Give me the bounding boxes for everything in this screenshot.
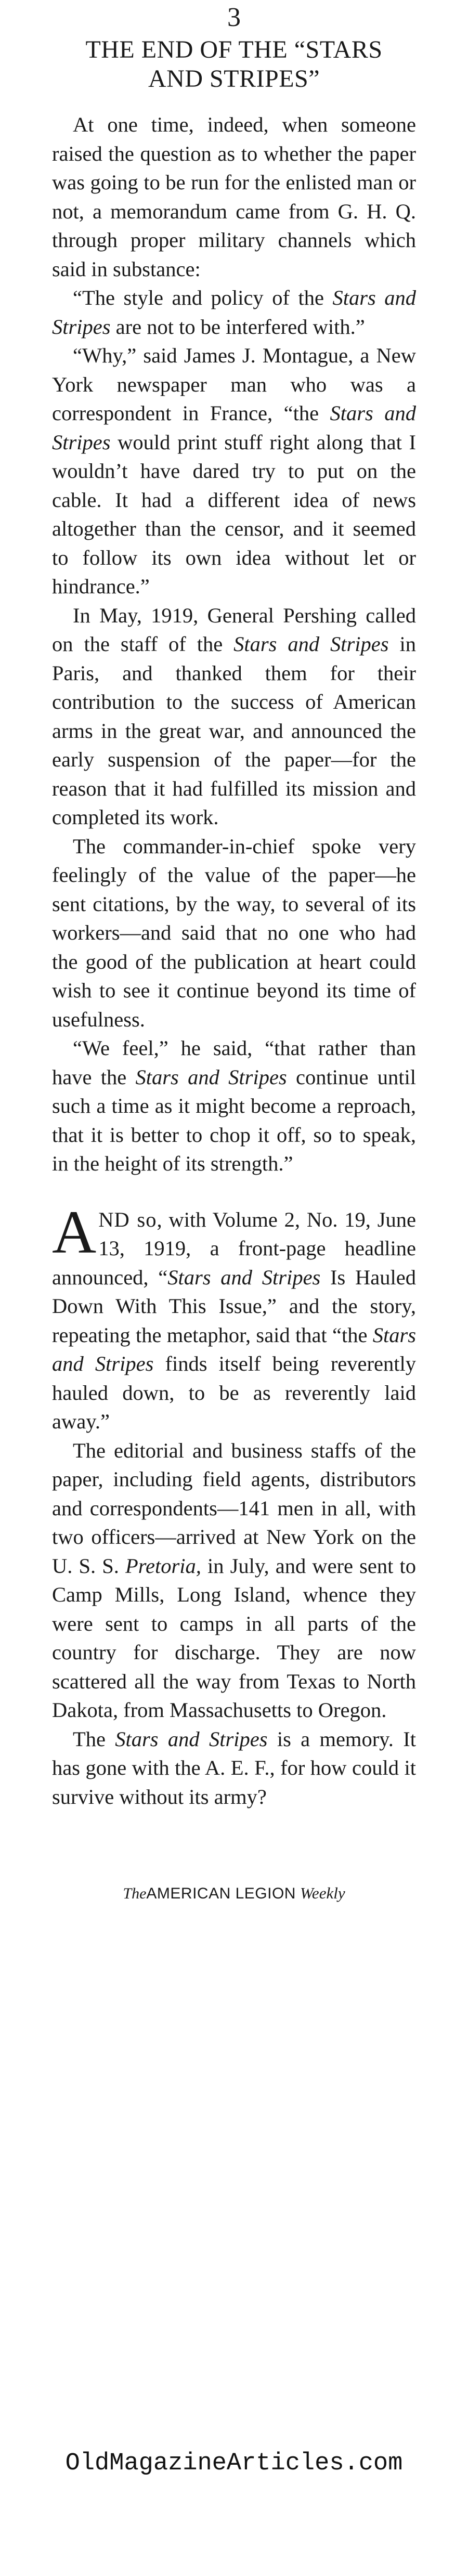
paragraph-staffs-discharge bbox=[52, 1436, 416, 1725]
text-run: The bbox=[73, 1727, 115, 1751]
text-run: would print stuff right along that I wouldn’t have dared try to put on the cable. It had a different idea of news altogether than the censor, and it seemed to follow its own idea without let or hindrance.” bbox=[52, 430, 416, 598]
newspaper-title: Stars and Stripes bbox=[167, 1265, 321, 1289]
source-weekly: Weekly bbox=[300, 1884, 345, 1902]
newspaper-title: Stars and Stripes bbox=[52, 1323, 416, 1375]
article-page bbox=[52, 0, 416, 2576]
article-body bbox=[52, 110, 416, 1811]
text-run: “We feel,” he said, “that rather than have the bbox=[52, 1036, 416, 1089]
source-publication: AMERICAN LEGION bbox=[146, 1885, 296, 1902]
text-run: finds itself being reverently hauled down, to be as reverently laid away.” bbox=[52, 1352, 416, 1433]
newspaper-title: Stars and Stripes bbox=[135, 1065, 287, 1089]
text-run: is a memory. It has gone with the A. E. F., for how could it survive without its army? bbox=[52, 1727, 416, 1809]
paragraph-memory bbox=[52, 1725, 416, 1812]
newspaper-title: Stars and Stripes bbox=[115, 1727, 268, 1751]
paragraph-we-feel-quote bbox=[52, 1034, 416, 1178]
text-run: Is Hauled Down With This Issue,” and the story, repeating the metaphor, said that “the bbox=[52, 1265, 417, 1347]
text-run: continue until such a time as it might become a reproach, that it is better to chop it off, so to speak, in the height of its strength.” bbox=[52, 1065, 417, 1175]
section-break bbox=[52, 1178, 416, 1205]
text-run: “Why,” said James J. Montague, a New York newspaper man who was a correspondent in France, “the bbox=[52, 344, 416, 425]
paragraph-style-policy bbox=[52, 283, 416, 341]
page-number: 3 bbox=[227, 3, 241, 32]
text-run: in Paris, and thanked them for their contribution to the success of American arms in the great war, and announced the early suspension of the paper—for the reason that it had fulfilled its mission and completed its work. bbox=[52, 632, 416, 829]
text-run: In May, 1919, General Pershing called on the staff of the bbox=[52, 603, 416, 656]
text-run: , with Volume 2, No. 19, June 13, 1919, a front-page headline announced, “ bbox=[52, 1207, 416, 1289]
footer-website: OldMagazineArticles.com bbox=[65, 2450, 403, 2477]
source-the: The bbox=[123, 1885, 147, 1902]
source-attribution bbox=[52, 1882, 416, 1904]
newspaper-title: Stars and Stripes bbox=[52, 286, 416, 339]
paragraph-montague-quote bbox=[52, 341, 416, 601]
article-headline bbox=[52, 35, 416, 94]
paragraph-commander-in-chief: The commander-in-chief spoke very feelingly of the value of the paper—he sent citations, by the way, to several of its workers—and said that no one who had the good of the publication at heart could wish to see it continue beyond its time of usefulness. bbox=[52, 834, 416, 1031]
text-run: The editorial and business staffs of the paper, including field agents, distributors and correspondents—141 men in all, with two officers—arrived at New York on the U. S. S. bbox=[52, 1438, 416, 1578]
headline-line-1: THE END OF THE “STARS bbox=[85, 36, 383, 63]
drop-cap: A bbox=[52, 1198, 97, 1266]
headline-line-2: AND STRIPES” bbox=[148, 65, 320, 93]
drop-cap-lead: ND so bbox=[98, 1207, 157, 1231]
text-run: in July, and were sent to Camp Mills, Long Island, whence they were sent to camps in all parts of the country for discharge. They are now scattered all the way from Texas to North Dakota, from Massachusetts to Oregon. bbox=[52, 1554, 416, 1722]
text-run: are not to be interfered with.” bbox=[110, 315, 365, 339]
paragraph-pershing-visit bbox=[52, 601, 416, 832]
newspaper-title: Stars and Stripes bbox=[233, 632, 389, 656]
text-run: “The style and policy of the bbox=[73, 286, 333, 309]
ship-name: Pretoria, bbox=[125, 1554, 201, 1578]
newspaper-title: Stars and Stripes bbox=[52, 401, 416, 454]
paragraph-final-issue bbox=[52, 1198, 417, 1436]
paragraph-memorandum: At one time, indeed, when someone raised the question as to whether the paper was going to be run for the enlisted man or not, a memorandum came from G. H. Q. through proper military channels which said in substance: bbox=[52, 113, 416, 281]
